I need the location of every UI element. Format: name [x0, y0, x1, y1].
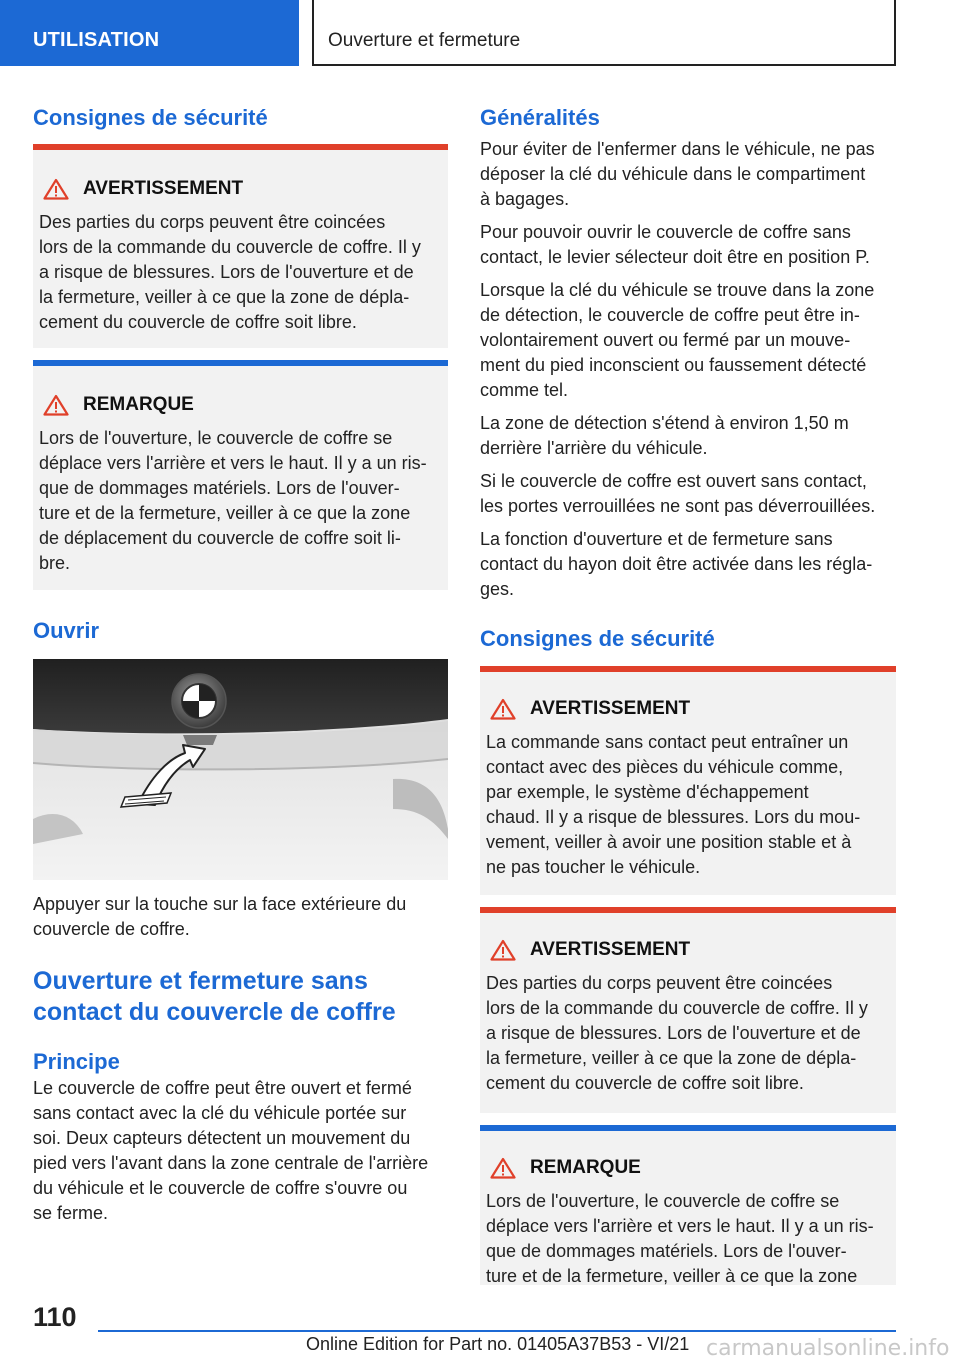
text-line: que de dommages matériels. Lors de l'ouver-: [39, 478, 400, 498]
text-line: Appuyer sur la touche sur la face extérieure du: [33, 894, 407, 914]
warning-triangle-icon: [43, 394, 69, 416]
text-line: Des parties du corps peuvent être coincées: [486, 973, 833, 993]
trunk-button-illustration: [33, 659, 448, 880]
general-paragraph-1: [480, 137, 896, 212]
warning-triangle-icon: [490, 939, 516, 961]
section-title: UTILISATION: [33, 29, 160, 51]
warning-triangle-icon: [490, 698, 516, 720]
text-line: bre.: [39, 553, 71, 573]
contactless-heading: [33, 966, 448, 1028]
safety-heading-left: Consignes de sécurité: [33, 105, 268, 130]
heading-line: contact du couvercle de coffre: [33, 998, 396, 1026]
text-line: sans contact avec la clé du véhicule portée sur: [33, 1103, 407, 1123]
text-line: soi. Deux capteurs détectent un mouvement du: [33, 1128, 411, 1148]
text-line: que de dommages matériels. Lors de l'ouver-: [486, 1241, 847, 1261]
warning-box-3-title-row: [480, 937, 896, 963]
text-line: chaud. Il y a risque de blessures. Lors du mou-: [486, 807, 861, 827]
warning-box-3-title: AVERTISSEMENT: [530, 939, 691, 960]
text-line: couvercle de coffre.: [33, 919, 190, 939]
note-box-2-body: [480, 1189, 896, 1289]
text-line: comme tel.: [480, 380, 569, 400]
text-line: Pour éviter de l'enfermer dans le véhicule, ne pas: [480, 139, 875, 159]
warning-box-1-body: [33, 210, 448, 335]
text-line: Des parties du corps peuvent être coincées: [39, 212, 386, 232]
warning-box-1-title-row: [33, 176, 448, 202]
principle-text: [33, 1076, 448, 1226]
warning-box-3: [480, 907, 896, 1113]
heading-line: Ouverture et fermeture sans: [33, 967, 368, 995]
text-line: ne pas toucher le véhicule.: [486, 857, 701, 877]
text-line: à bagages.: [480, 189, 570, 209]
footer-divider: [98, 1330, 896, 1332]
text-line: contact avec des pièces du véhicule comme,: [486, 757, 844, 777]
open-text: [33, 892, 448, 942]
warning-triangle-icon: [490, 1157, 516, 1179]
text-line: a risque de blessures. Lors de l'ouverture et de: [39, 262, 414, 282]
warning-box-1-title: AVERTISSEMENT: [83, 178, 244, 199]
general-paragraph-5: [480, 469, 896, 519]
text-line: Le couvercle de coffre peut être ouvert et fermé: [33, 1078, 412, 1098]
right-column: [480, 100, 896, 1285]
text-line: ture et de la fermeture, veiller à ce que la zone: [39, 503, 411, 523]
text-line: Lors de l'ouverture, le couvercle de coffre se: [39, 428, 393, 448]
watermark: carmanualsonline.info: [706, 1336, 950, 1361]
text-line: Pour pouvoir ouvrir le couvercle de coffre sans: [480, 222, 851, 242]
text-line: cement du couvercle de coffre soit libre.: [486, 1073, 804, 1093]
text-line: La commande sans contact peut entraîner un: [486, 732, 849, 752]
section-tab: [0, 0, 299, 66]
note-box-1-body: [33, 426, 448, 576]
text-line: déplace vers l'arrière et vers le haut. Il y a un ris-: [486, 1216, 874, 1236]
page-number: 110: [33, 1302, 77, 1332]
text-line: lors de la commande du couvercle de coffre. Il y: [39, 237, 421, 257]
note-box-1-title-row: [33, 392, 448, 418]
left-column: [33, 100, 448, 1226]
safety-heading-right: Consignes de sécurité: [480, 626, 715, 651]
chapter-tab: [312, 0, 896, 66]
note-box-2-title-row: [480, 1155, 896, 1181]
text-line: déposer la clé du véhicule dans le compartiment: [480, 164, 866, 184]
text-line: Lors de l'ouverture, le couvercle de coffre se: [486, 1191, 840, 1211]
text-line: du véhicule et le couvercle de coffre s'ouvre ou: [33, 1178, 408, 1198]
general-paragraph-2: [480, 220, 896, 270]
text-line: La fonction d'ouverture et de fermeture sans: [480, 529, 833, 549]
general-paragraph-6: [480, 527, 896, 602]
text-line: de déplacement du couvercle de coffre soit li-: [39, 528, 401, 548]
note-box-2: [480, 1125, 896, 1285]
text-line: Si le couvercle de coffre est ouvert sans contact,: [480, 471, 867, 491]
warning-box-2-title-row: [480, 696, 896, 722]
note-box-1-title: REMARQUE: [83, 394, 194, 415]
text-line: la fermeture, veiller à ce que la zone de dépla-: [486, 1048, 857, 1068]
text-line: ment du pied inconscient ou faussement détecté: [480, 355, 867, 375]
warning-box-2-body: [480, 730, 896, 880]
text-line: déplace vers l'arrière et vers le haut. Il y a un ris-: [39, 453, 427, 473]
text-line: pied vers l'avant dans la zone centrale de l'arrière: [33, 1153, 429, 1173]
warning-box-2-title: AVERTISSEMENT: [530, 698, 691, 719]
text-line: Lorsque la clé du véhicule se trouve dans la zone: [480, 280, 875, 300]
text-line: de détection, le couvercle de coffre peut être in-: [480, 305, 860, 325]
principle-heading: Principe: [33, 1049, 120, 1074]
note-box-2-title: REMARQUE: [530, 1157, 641, 1178]
text-line: se ferme.: [33, 1203, 109, 1223]
warning-triangle-icon: [43, 178, 69, 200]
open-heading: Ouvrir: [33, 618, 100, 643]
warning-box-3-body: [480, 971, 896, 1096]
text-line: par exemple, le système d'échappement: [486, 782, 809, 802]
text-line: la fermeture, veiller à ce que la zone de dépla-: [39, 287, 410, 307]
edition-text: Online Edition for Part no. 01405A37B53 - VI/21: [306, 1334, 690, 1354]
general-paragraph-4: [480, 411, 896, 461]
text-line: ges.: [480, 579, 515, 599]
text-line: a risque de blessures. Lors de l'ouverture et de: [486, 1023, 861, 1043]
text-line: volontairement ouvert ou fermé par un mouve-: [480, 330, 851, 350]
general-paragraph-3: [480, 278, 896, 403]
text-line: contact du hayon doit être activée dans les régla-: [480, 554, 873, 574]
text-line: contact, le levier sélecteur doit être en position P.: [480, 247, 870, 267]
text-line: derrière l'arrière du véhicule.: [480, 438, 708, 458]
text-line: les portes verrouillées ne sont pas déverrouillées.: [480, 496, 876, 516]
text-line: cement du couvercle de coffre soit libre.: [39, 312, 357, 332]
chapter-title: Ouverture et fermeture: [328, 30, 521, 51]
text-line: La zone de détection s'étend à environ 1,50 m: [480, 413, 849, 433]
note-box-1: [33, 360, 448, 590]
text-line: ture et de la fermeture, veiller à ce que la zone: [486, 1266, 858, 1286]
warning-box-1: [33, 144, 448, 348]
trunk-photo-graphic: [33, 659, 448, 880]
text-line: vement, veiller à avoir une position stable et à: [486, 832, 852, 852]
warning-box-2: [480, 666, 896, 895]
text-line: lors de la commande du couvercle de coffre. Il y: [486, 998, 868, 1018]
general-heading: Généralités: [480, 105, 600, 130]
